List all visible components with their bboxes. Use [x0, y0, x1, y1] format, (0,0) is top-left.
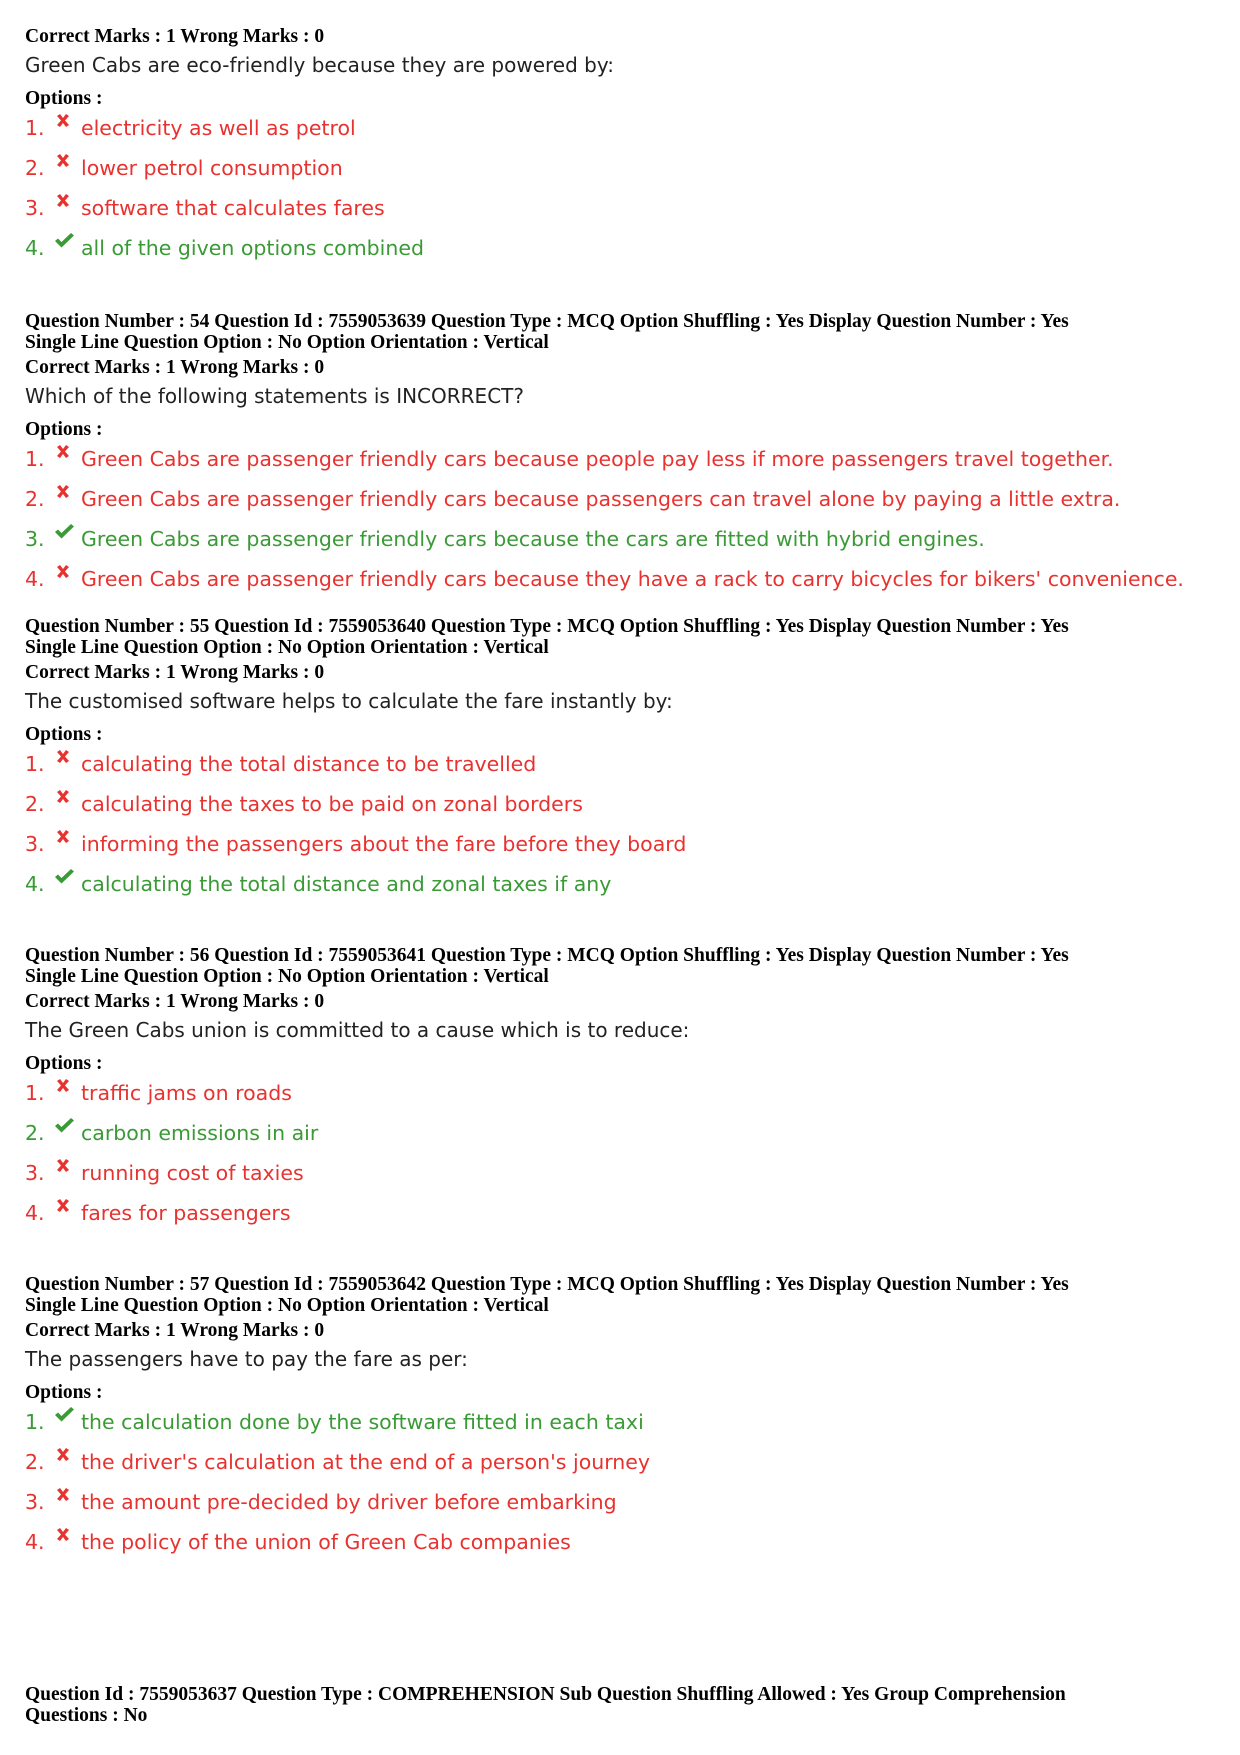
- question-57: [25, 1274, 1215, 1569]
- option-text: the amount pre-decided by driver before embarking: [81, 1490, 617, 1514]
- question-meta-2: Single Line Question Option : No Option Orientation : Vertical: [25, 1295, 549, 1316]
- comprehension-meta-line-2: Questions : No: [25, 1705, 148, 1726]
- option-number: 4.: [25, 1530, 45, 1554]
- option-4: [25, 1200, 1215, 1240]
- option-number: 1.: [25, 752, 45, 776]
- marks-line: Correct Marks : 1 Wrong Marks : 0: [25, 1320, 325, 1341]
- option-4: [25, 1529, 1215, 1569]
- options-list: [25, 115, 1215, 275]
- marks-line: Correct Marks : 1 Wrong Marks : 0: [25, 662, 325, 683]
- option-number: 4.: [25, 567, 45, 591]
- option-text: informing the passengers about the fare before they board: [81, 832, 687, 856]
- option-text: calculating the total distance and zonal taxes if any: [81, 872, 612, 896]
- options-label: Options :: [25, 1053, 103, 1074]
- cross-icon: [53, 1156, 75, 1178]
- cross-icon: [53, 1196, 75, 1218]
- cross-icon: [53, 787, 75, 809]
- option-number: 3.: [25, 1161, 45, 1185]
- option-1: [25, 1409, 1215, 1449]
- check-icon: [53, 1405, 75, 1427]
- option-number: 3.: [25, 1490, 45, 1514]
- option-text: fares for passengers: [81, 1201, 291, 1225]
- question-meta-2: Single Line Question Option : No Option Orientation : Vertical: [25, 332, 549, 353]
- option-text: Green Cabs are passenger friendly cars because the cars are fitted with hybrid engines.: [81, 527, 985, 551]
- option-number: 3.: [25, 196, 45, 220]
- option-1: [25, 1080, 1215, 1120]
- option-text: Green Cabs are passenger friendly cars because people pay less if more passengers travel together.: [81, 447, 1114, 471]
- option-2: [25, 155, 1215, 195]
- options-list: [25, 446, 1215, 606]
- option-3: [25, 831, 1215, 871]
- check-icon: [53, 231, 75, 253]
- option-number: 4.: [25, 872, 45, 896]
- option-3: [25, 1160, 1215, 1200]
- options-label: Options :: [25, 1382, 103, 1403]
- option-text: Green Cabs are passenger friendly cars because they have a rack to carry bicycles for bikers' convenience.: [81, 567, 1184, 591]
- option-text: the driver's calculation at the end of a person's journey: [81, 1450, 651, 1474]
- option-number: 2.: [25, 156, 45, 180]
- option-text: calculating the taxes to be paid on zonal borders: [81, 792, 583, 816]
- question-meta-2: Single Line Question Option : No Option Orientation : Vertical: [25, 966, 549, 987]
- option-2: [25, 486, 1215, 526]
- question-text: The passengers have to pay the fare as per:: [25, 1347, 468, 1371]
- option-number: 1.: [25, 447, 45, 471]
- option-number: 2.: [25, 487, 45, 511]
- question-text: Green Cabs are eco-friendly because they are powered by:: [25, 53, 614, 77]
- question-paper: [25, 26, 1215, 1569]
- option-text: running cost of taxies: [81, 1161, 304, 1185]
- marks-line: Correct Marks : 1 Wrong Marks : 0: [25, 357, 325, 378]
- cross-icon: [53, 151, 75, 173]
- question-56: [25, 945, 1215, 1240]
- comprehension-meta-line-1: Question Id : 7559053637 Question Type : COMPREHENSION Sub Question Shuffling Allowed : Yes Group Comprehension: [25, 1684, 1066, 1705]
- question-53: [25, 26, 1215, 275]
- option-number: 1.: [25, 116, 45, 140]
- check-icon: [53, 867, 75, 889]
- cross-icon: [53, 747, 75, 769]
- option-4: [25, 566, 1215, 606]
- option-2: [25, 791, 1215, 831]
- option-text: carbon emissions in air: [81, 1121, 319, 1145]
- cross-icon: [53, 482, 75, 504]
- option-number: 4.: [25, 236, 45, 260]
- option-4: [25, 235, 1215, 275]
- question-text: The customised software helps to calculate the fare instantly by:: [25, 689, 673, 713]
- question-text: The Green Cabs union is committed to a cause which is to reduce:: [25, 1018, 690, 1042]
- marks-line: Correct Marks : 1 Wrong Marks : 0: [25, 991, 325, 1012]
- option-text: lower petrol consumption: [81, 156, 343, 180]
- options-list: [25, 1409, 1215, 1569]
- option-number: 3.: [25, 832, 45, 856]
- cross-icon: [53, 1445, 75, 1467]
- question-meta: Question Number : 56 Question Id : 7559053641 Question Type : MCQ Option Shuffling : Yes Display Question Number : Yes: [25, 945, 1069, 966]
- check-icon: [53, 1116, 75, 1138]
- option-text: the policy of the union of Green Cab companies: [81, 1530, 571, 1554]
- question-meta: Question Number : 55 Question Id : 7559053640 Question Type : MCQ Option Shuffling : Yes Display Question Number : Yes: [25, 616, 1069, 637]
- cross-icon: [53, 191, 75, 213]
- option-number: 3.: [25, 527, 45, 551]
- question-55: [25, 616, 1215, 911]
- option-3: [25, 195, 1215, 235]
- option-1: [25, 446, 1215, 486]
- question-54: [25, 311, 1215, 606]
- cross-icon: [53, 111, 75, 133]
- option-number: 1.: [25, 1410, 45, 1434]
- question-meta: Question Number : 57 Question Id : 7559053642 Question Type : MCQ Option Shuffling : Yes Display Question Number : Yes: [25, 1274, 1069, 1295]
- options-label: Options :: [25, 724, 103, 745]
- option-3: [25, 526, 1215, 566]
- option-3: [25, 1489, 1215, 1529]
- option-1: [25, 751, 1215, 791]
- cross-icon: [53, 1485, 75, 1507]
- question-text: Which of the following statements is INCORRECT?: [25, 384, 524, 408]
- option-number: 2.: [25, 1121, 45, 1145]
- options-label: Options :: [25, 88, 103, 109]
- option-number: 2.: [25, 792, 45, 816]
- check-icon: [53, 522, 75, 544]
- marks-line: Correct Marks : 1 Wrong Marks : 0: [25, 26, 325, 47]
- option-4: [25, 871, 1215, 911]
- option-text: calculating the total distance to be travelled: [81, 752, 537, 776]
- cross-icon: [53, 827, 75, 849]
- cross-icon: [53, 1525, 75, 1547]
- cross-icon: [53, 442, 75, 464]
- option-text: Green Cabs are passenger friendly cars because passengers can travel alone by paying a little extra.: [81, 487, 1121, 511]
- options-list: [25, 751, 1215, 911]
- option-text: traffic jams on roads: [81, 1081, 292, 1105]
- question-meta: Question Number : 54 Question Id : 7559053639 Question Type : MCQ Option Shuffling : Yes Display Question Number : Yes: [25, 311, 1069, 332]
- option-number: 2.: [25, 1450, 45, 1474]
- option-text: the calculation done by the software fitted in each taxi: [81, 1410, 644, 1434]
- option-1: [25, 115, 1215, 155]
- option-text: electricity as well as petrol: [81, 116, 356, 140]
- comprehension-meta: [25, 1684, 1066, 1726]
- option-2: [25, 1449, 1215, 1489]
- option-number: 1.: [25, 1081, 45, 1105]
- options-list: [25, 1080, 1215, 1240]
- option-text: all of the given options combined: [81, 236, 424, 260]
- option-2: [25, 1120, 1215, 1160]
- question-meta-2: Single Line Question Option : No Option Orientation : Vertical: [25, 637, 549, 658]
- cross-icon: [53, 562, 75, 584]
- cross-icon: [53, 1076, 75, 1098]
- option-number: 4.: [25, 1201, 45, 1225]
- option-text: software that calculates fares: [81, 196, 385, 220]
- options-label: Options :: [25, 419, 103, 440]
